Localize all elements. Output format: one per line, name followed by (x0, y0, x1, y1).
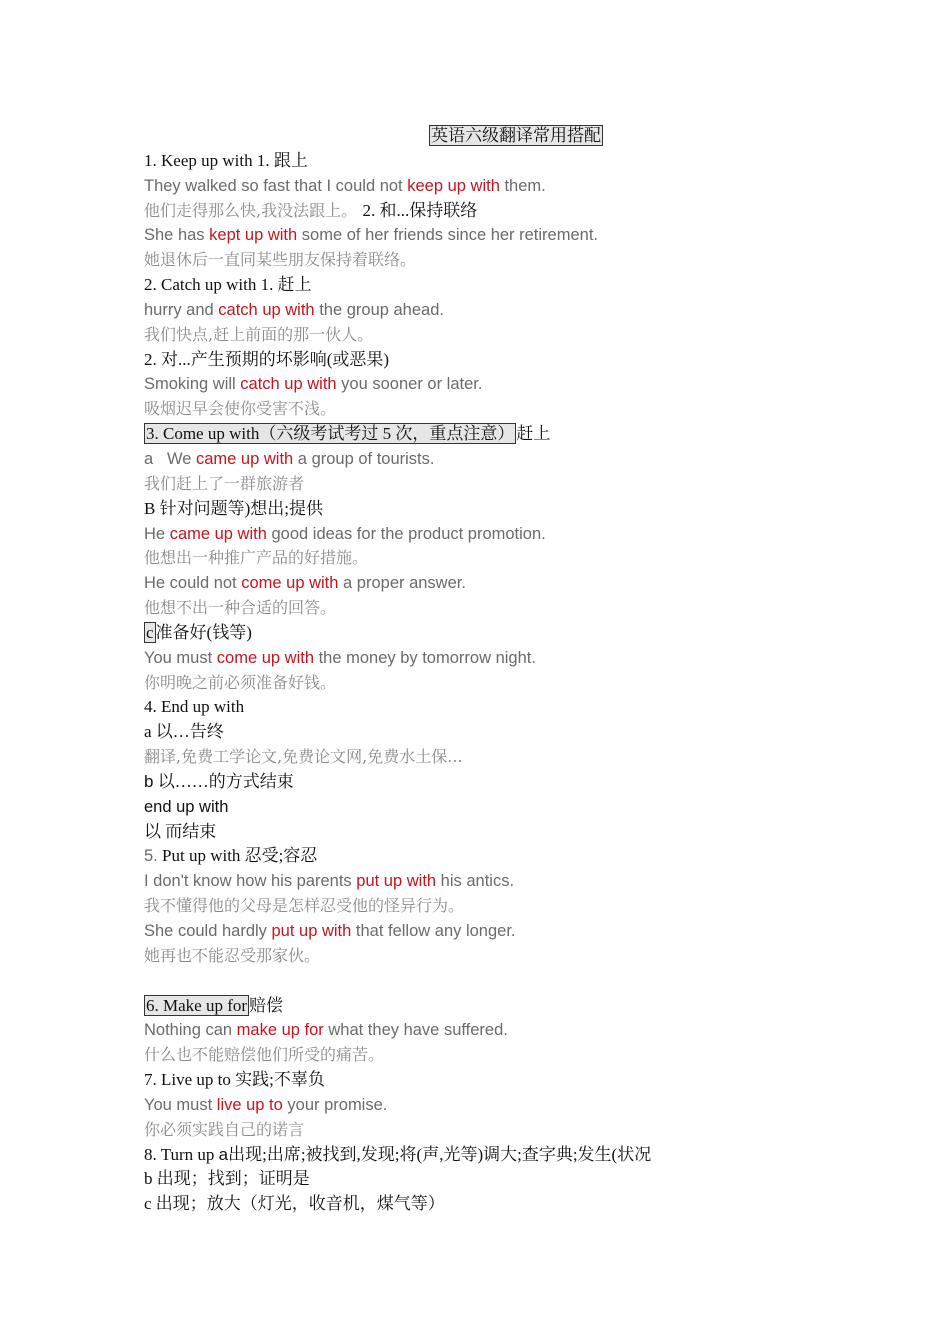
example-sentence: You must come up with the money by tomorrow night. (144, 648, 536, 667)
phrase-turn-up: 8. Turn up (144, 1144, 215, 1164)
example-sentence: Smoking will catch up with you sooner or later. (144, 375, 483, 394)
example-sentence: She has kept up with some of her friends since her retirement. (144, 226, 598, 245)
example-sentence: He came up with good ideas for the product promotion. (144, 524, 546, 543)
title-row (188, 124, 844, 149)
meaning-6: 赔偿 (249, 995, 284, 1015)
phrase-make-up-for: 6. Make up for (146, 995, 248, 1015)
example-sentence: Nothing can make up for what they have suffered. (144, 1021, 508, 1040)
section-3-heading (144, 422, 844, 447)
highlight-phrase: catch up with (240, 375, 337, 394)
example-translation: 他想不出一种合适的回答。 (144, 598, 337, 618)
meaning-2-2: 2. 对...产生预期的坏影响(或恶果) (144, 349, 390, 369)
section-8-heading (144, 1143, 844, 1168)
example-sentence: a We came up with a group of tourists. (144, 449, 435, 468)
phrase-catch-up-with: 2. Catch up with (144, 275, 257, 295)
example-translation: 他们走得那么快,我没法跟上。 (144, 200, 358, 220)
example-translation: 你必须实践自己的诺言 (144, 1119, 305, 1139)
highlight-phrase: make up for (236, 1021, 324, 1040)
section-4-heading: 4. End up with (144, 697, 245, 717)
phrase-end-up-with: end up with (144, 797, 229, 816)
highlight-phrase: kept up with (209, 226, 298, 245)
example-sentence: You must live up to your promise. (144, 1095, 388, 1114)
highlight-phrase: keep up with (407, 176, 500, 195)
item-label-a: a (218, 1144, 229, 1164)
example-translation: 我们赶上了一群旅游者 (144, 473, 305, 493)
blank-line (144, 969, 844, 994)
highlight-phrase: come up with (241, 574, 339, 593)
section-6-heading (144, 994, 844, 1019)
section-number: 5. (144, 847, 158, 866)
highlight-phrase: came up with (196, 449, 294, 468)
item-label-b: b (144, 771, 154, 791)
highlight-phrase: come up with (216, 648, 314, 667)
example-translation: 我不懂得他的父母是怎样忍受他的怪异行为。 (144, 896, 465, 916)
meaning-1-1: 1. 跟上 (256, 150, 308, 170)
example-translation: 你明晚之前必须准备好钱。 (144, 672, 337, 692)
meaning-8-b: b 出现；找到；证明是 (144, 1169, 310, 1189)
example-translation: 她退休后一直同某些朋友保持着联络。 (144, 250, 417, 270)
section-7-heading: 7. Live up to 实践;不辜负 (144, 1070, 325, 1090)
highlight-phrase: live up to (216, 1095, 283, 1114)
item-label-a: a (144, 449, 154, 468)
highlight-phrase: catch up with (218, 300, 315, 319)
section-5-heading (144, 844, 844, 869)
phrase-translation: 以 而结束 (144, 821, 217, 841)
highlight-phrase: put up with (356, 872, 437, 891)
page-title: 英语六级翻译常用搭配 (431, 126, 601, 145)
meaning-4-a: a 以…告终 (144, 722, 224, 742)
meaning-8-c: c 出现；放大（灯光，收音机，煤气等） (144, 1194, 445, 1214)
example-translation: 我们快点,赶上前面的那一伙人。 (144, 324, 374, 344)
phrase-keep-up-with: 1. Keep up with (144, 150, 253, 170)
meaning-4-b: b 以……的方式结束 (144, 771, 294, 791)
highlight-phrase: came up with (169, 524, 267, 543)
phrase-come-up-with: 3. Come up with（六级考试考过 5 次，重点注意） (146, 424, 515, 444)
section-2-heading (144, 273, 844, 298)
meaning-2-1: 1. 赶上 (260, 275, 312, 295)
meaning-3-c: c 准备好(钱等) (146, 622, 252, 642)
example-translation: 她再也不能忍受那家伙。 (144, 945, 321, 965)
example-translation: 他想出一种推广产品的好措施。 (144, 548, 369, 568)
example-sentence: They walked so fast that I could not keep up with them. (144, 176, 546, 195)
meaning-1-2: 2. 和...保持联络 (362, 200, 478, 220)
item-label-c: c (146, 622, 154, 642)
example-sentence: I don't know how his parents put up with his antics. (144, 872, 515, 891)
meaning-3-1: 赶上 (516, 424, 551, 444)
meaning-3-b: B 针对问题等)想出;提供 (144, 498, 323, 518)
example-translation-line (144, 199, 844, 224)
section-1-heading (144, 149, 844, 174)
document-page (144, 124, 844, 1217)
note-text: 翻译,免费工学论文,免费论文网,免费水土保... (144, 747, 463, 767)
phrase-put-up-with: Put up with 忍受;容忍 (162, 846, 318, 866)
example-translation: 吸烟迟早会使你受害不浅。 (144, 399, 337, 419)
meaning-8-a: 出现;出席;被找到,发现;将(声,光等)调大;查字典;发生(状况 (228, 1144, 652, 1164)
example-sentence: hurry and catch up with the group ahead. (144, 300, 444, 319)
highlight-phrase: put up with (271, 922, 352, 940)
example-sentence: She could hardly put up with that fellow any longer. (144, 922, 516, 940)
example-translation: 什么也不能赔偿他们所受的痛苦。 (144, 1045, 385, 1065)
example-sentence: He could not come up with a proper answer. (144, 574, 466, 593)
